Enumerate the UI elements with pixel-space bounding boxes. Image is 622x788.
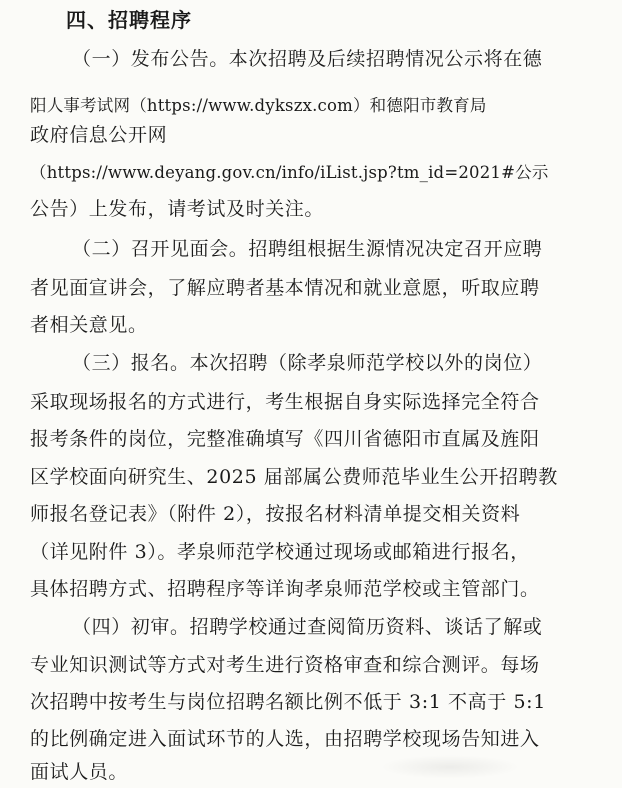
para4-line5: 面试人员。 bbox=[30, 761, 129, 783]
para1-line2: 阳人事考试网（https://www.dykszx.com）和德阳市教育局 bbox=[30, 96, 487, 115]
para4-line3: 次招聘中按考生与岗位招聘名额比例不低于 3:1 不高于 5:1 bbox=[30, 691, 546, 713]
para2-line1: （二）召开见面会。招聘组根据生源情况决定召开应聘 bbox=[72, 238, 543, 260]
para3-line3: 报考条件的岗位，完整准确填写《四川省德阳市直属及旌阳 bbox=[30, 428, 540, 450]
scan-smudge bbox=[380, 755, 520, 779]
section-heading: 四、招聘程序 bbox=[66, 8, 192, 32]
para2-line3: 者相关意见。 bbox=[30, 314, 148, 336]
para1-line5: 公告）上发布，请考试及时关注。 bbox=[30, 198, 325, 220]
para4-line4: 的比例确定进入面试环节的人选，由招聘学校现场告知进入 bbox=[30, 728, 540, 750]
para3-line7: 具体招聘方式、招聘程序等详询孝泉师范学校或主管部门。 bbox=[30, 578, 540, 600]
para3-line6: （详见附件 3）。孝泉师范学校通过现场或邮箱进行报名， bbox=[30, 541, 530, 563]
para2-line2: 者见面宣讲会，了解应聘者基本情况和就业意愿，听取应聘 bbox=[30, 277, 540, 299]
para4-line2: 专业知识测试等方式对考生进行资格审查和综合测评。每场 bbox=[30, 654, 540, 676]
para1-line4: （https://www.deyang.gov.cn/info/iList.jsp?tm_id=2021#公示 bbox=[30, 163, 549, 182]
para3-line4: 区学校面向研究生、2025 届部属公费师范毕业生公开招聘教 bbox=[30, 466, 558, 488]
para1-line1: （一）发布公告。本次招聘及后续招聘情况公示将在德 bbox=[72, 48, 543, 70]
para4-line1: （四）初审。招聘学校通过查阅简历资料、谈话了解或 bbox=[72, 616, 543, 638]
para3-line2: 采取现场报名的方式进行，考生根据自身实际选择完全符合 bbox=[30, 391, 540, 413]
para3-line5: 师报名登记表》（附件 2），按报名材料清单提交相关资料 bbox=[30, 503, 521, 525]
para1-line3: 政府信息公开网 bbox=[30, 124, 168, 146]
para3-line1: （三）报名。本次招聘（除孝泉师范学校以外的岗位） bbox=[72, 352, 543, 374]
